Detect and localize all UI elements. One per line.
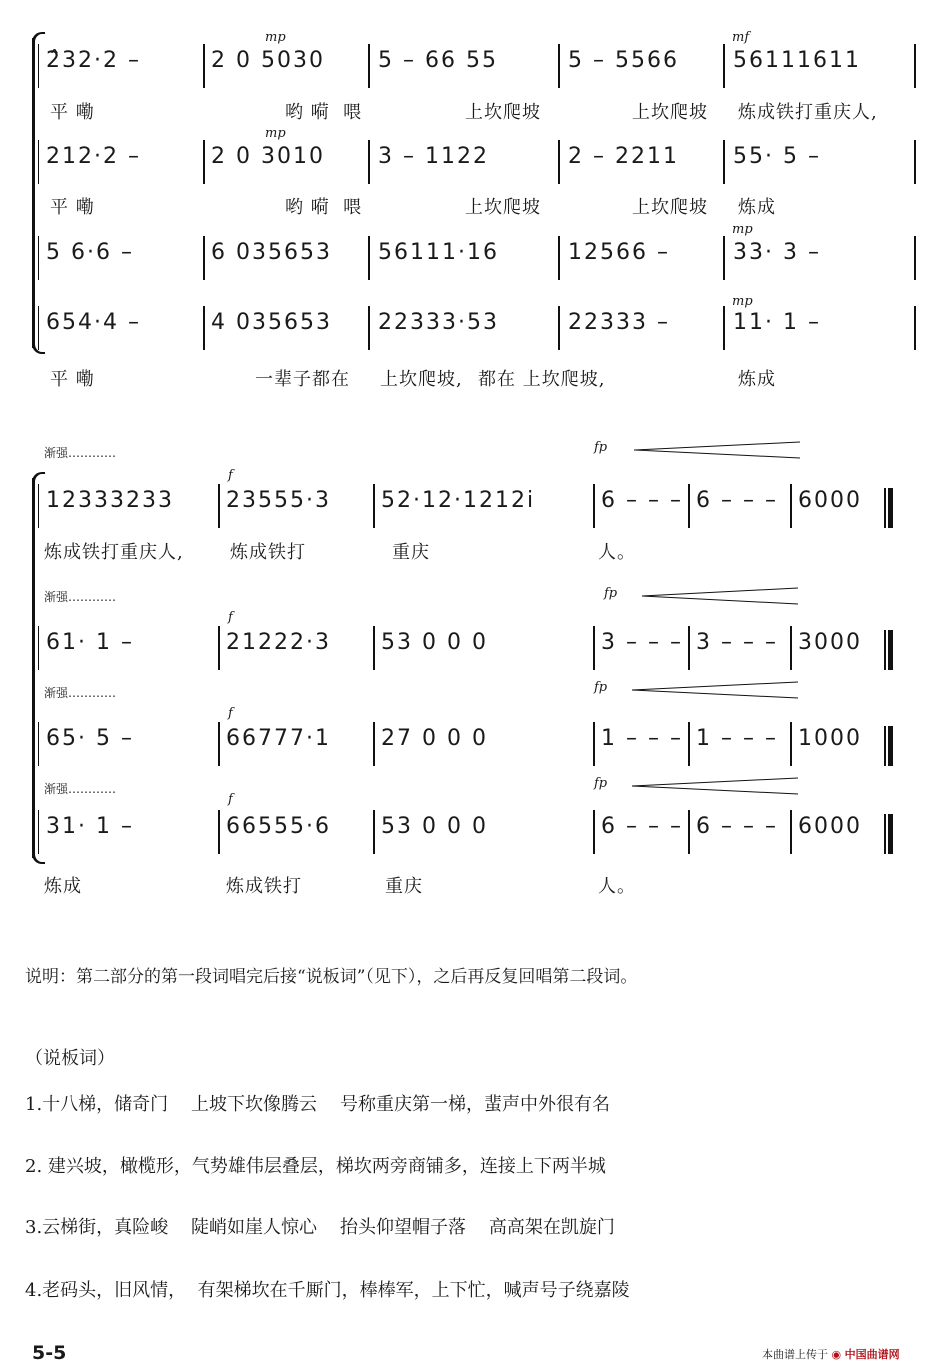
shuoban-line-2: 2. 建兴坡，橄榄形，气势雄伟层叠层，梯坎两旁商铺多，连接上下两半城 — [25, 1156, 606, 1177]
measure: 6 – – – — [601, 814, 683, 839]
measure: 5 – 66 55 — [378, 48, 498, 73]
cresc-label: 渐强………… — [44, 782, 117, 796]
measure: 12333233 — [46, 488, 174, 513]
system1-staff3 — [38, 236, 918, 280]
lyric: 重庆 — [392, 542, 430, 563]
measure: 2 0 5030 — [211, 48, 325, 73]
dynamic-fp: fp — [594, 776, 608, 791]
dynamic-fp: fp — [594, 440, 608, 455]
shuoban-line-3: 3.云梯街，真险峻 陡峭如崖人惊心 抬头仰望帽子落 高高架在凯旋门 — [25, 1217, 615, 1238]
measure: 6 035653 — [211, 240, 332, 265]
measure: 27 0 0 0 — [381, 726, 488, 751]
measure: 65· 5 – — [46, 726, 134, 751]
measure: 23555·3 — [226, 488, 331, 513]
measure: 6000 — [798, 814, 862, 839]
lyric: 炼成铁打 — [230, 542, 306, 563]
measure: 56111·16 — [378, 240, 499, 265]
dynamic-f: f — [228, 610, 233, 625]
measure: 2̂32·2 – — [46, 48, 141, 73]
measure: 5 6·6 – — [46, 240, 134, 265]
lyric: 上坎爬坡 — [465, 197, 541, 218]
measure: 55· 5 – — [733, 144, 821, 169]
measure: 3 – – – — [696, 630, 778, 655]
system1-staff2 — [38, 140, 918, 184]
cresc-label: 渐强………… — [44, 446, 117, 460]
page-number: 5-5 — [32, 1342, 67, 1364]
crescendo-hairpin — [640, 586, 800, 606]
shuoban-line-1: 1.十八梯，储奇门 上坡下坎像腾云 号称重庆第一梯，蜚声中外很有名 — [25, 1094, 610, 1115]
dynamic-f: f — [228, 706, 233, 721]
system2-staff3 — [38, 722, 898, 766]
lyric: 炼成铁打重庆人, — [738, 102, 878, 123]
lyric: 平 嘞 — [50, 197, 95, 218]
lyric: 哟 嗬 喂 — [285, 197, 363, 218]
measure: 2 0 3010 — [211, 144, 325, 169]
measure: 53 0 0 0 — [381, 814, 488, 839]
upload-credit — [762, 1346, 900, 1362]
uploaded-label: 本曲谱上传于 — [762, 1348, 828, 1361]
dynamic-mf: mf — [732, 30, 750, 45]
crescendo-hairpin — [632, 440, 802, 460]
measure: 66555·6 — [226, 814, 331, 839]
measure: 11· 1 – — [733, 310, 821, 335]
measure: 3 – – – — [601, 630, 683, 655]
measure: 5 – 5566 — [568, 48, 679, 73]
lyric: 人。 — [598, 876, 636, 897]
lyric: 平 嘞 — [50, 102, 95, 123]
dynamic-f: f — [228, 792, 233, 807]
lyric: 上坎爬坡 — [632, 197, 708, 218]
measure: 22333·53 — [378, 310, 499, 335]
measure: 654·4 – — [46, 310, 141, 335]
shuoban-line-4: 4.老码头，旧风情， 有架梯坎在千厮门，棒棒军，上下忙，喊声号子绕嘉陵 — [25, 1280, 630, 1301]
system1-brace — [32, 38, 35, 348]
system2-staff1 — [38, 484, 898, 528]
dynamic-f: f — [228, 468, 233, 483]
dynamic-fp: fp — [604, 586, 618, 601]
measure: 3 – 1122 — [378, 144, 489, 169]
lyric: 炼成 — [44, 876, 82, 897]
lyric: 重庆 — [385, 876, 423, 897]
measure: 53 0 0 0 — [381, 630, 488, 655]
cresc-label: 渐强………… — [44, 686, 117, 700]
lyric: 平 嘞 — [50, 369, 95, 390]
dynamic-mp: mp — [732, 222, 753, 237]
measure: 6000 — [798, 488, 862, 513]
measure: 61· 1 – — [46, 630, 134, 655]
dynamic-fp: fp — [594, 680, 608, 695]
measure: 6 – – – — [696, 488, 778, 513]
measure: 1 – – – — [601, 726, 683, 751]
measure: 56111611 — [733, 48, 861, 73]
measure: 1000 — [798, 726, 862, 751]
measure: 12566 – — [568, 240, 670, 265]
measure: 3000 — [798, 630, 862, 655]
lyric: 炼成铁打 — [226, 876, 302, 897]
crescendo-hairpin — [630, 776, 800, 796]
crescendo-hairpin — [630, 680, 800, 700]
measure: 2 – 2211 — [568, 144, 679, 169]
system1-staff4 — [38, 306, 918, 350]
lyric: 一辈子都在 — [255, 369, 350, 390]
measure: 1 – – – — [696, 726, 778, 751]
cresc-label: 渐强………… — [44, 590, 117, 604]
shuoban-title: （说板词） — [25, 1048, 115, 1069]
measure: 4 035653 — [211, 310, 332, 335]
measure: 31· 1 – — [46, 814, 134, 839]
measure: 21222·3 — [226, 630, 331, 655]
lyric: 炼成铁打重庆人, — [44, 542, 184, 563]
lyric: 都在 上坎爬坡, — [478, 369, 606, 390]
lyric: 上坎爬坡 — [465, 102, 541, 123]
system2-staff4 — [38, 810, 898, 854]
measure: 66777·1 — [226, 726, 331, 751]
measure: 22333 – — [568, 310, 670, 335]
dynamic-mp: mp — [732, 294, 753, 309]
system1-staff1 — [38, 44, 918, 88]
lyric: 炼成 — [738, 197, 776, 218]
site-logo-icon: ◉ — [831, 1348, 842, 1361]
measure: 6 – – – — [696, 814, 778, 839]
measure: 212·2 – — [46, 144, 141, 169]
lyric: 哟 嗬 喂 — [285, 102, 363, 123]
dynamic-mp: mp — [265, 126, 286, 141]
site-name[interactable]: 中国曲谱网 — [844, 1348, 900, 1361]
explanation-note: 说明：第二部分的第一段词唱完后接“说板词”（见下），之后再反复回唱第二段词。 — [25, 967, 638, 987]
lyric: 上坎爬坡, — [380, 369, 463, 390]
measure: 52·12·1212i — [381, 488, 536, 513]
lyric: 人。 — [598, 542, 636, 563]
measure: 33· 3 – — [733, 240, 821, 265]
system2-staff2 — [38, 626, 898, 670]
lyric: 炼成 — [738, 369, 776, 390]
measure: 6 – – – — [601, 488, 683, 513]
system2-brace — [32, 478, 35, 858]
lyric: 上坎爬坡 — [632, 102, 708, 123]
dynamic-mp: mp — [265, 30, 286, 45]
